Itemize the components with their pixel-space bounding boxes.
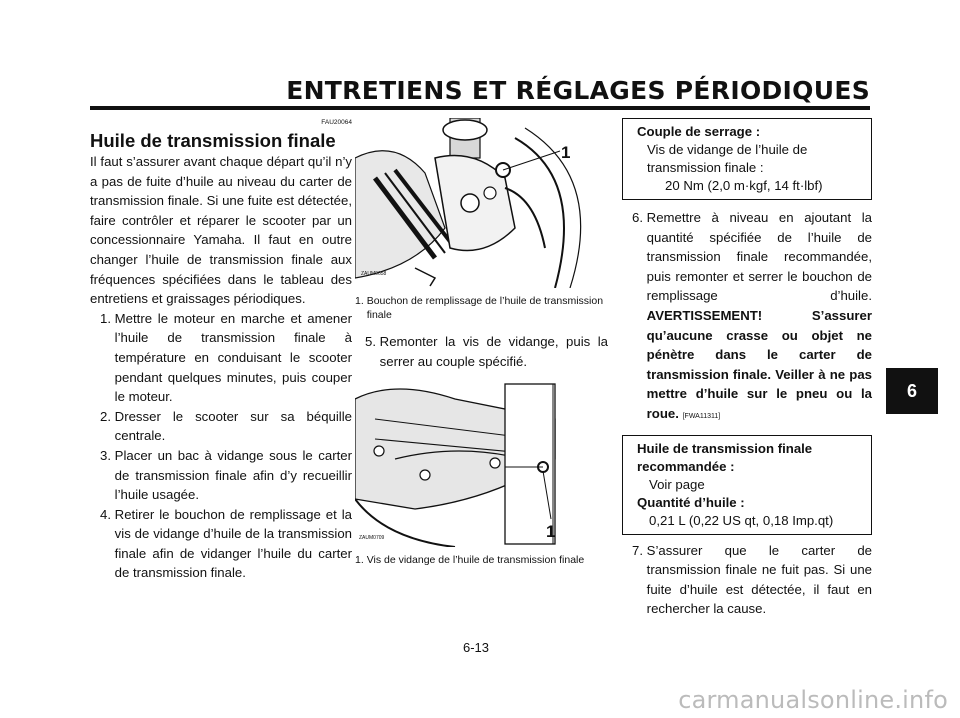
- figure-filler-cap: [355, 118, 605, 288]
- step-number: 5.: [365, 334, 380, 349]
- figure-code: ZAUM0658: [361, 271, 387, 277]
- torque-value: 20 Nm (2,0 m·kgf, 14 ft·lbf): [665, 178, 823, 193]
- step-4: [100, 505, 352, 583]
- watermark[interactable]: carmanualsonline.info: [678, 686, 948, 714]
- torque-title: Couple de serrage :: [637, 124, 761, 139]
- step-number: 7.: [632, 542, 647, 558]
- step-1: [100, 309, 352, 407]
- column-middle: [355, 118, 608, 567]
- oil-title-3: Quantité d’huile :: [637, 494, 745, 510]
- step-text: Mettre le moteur en marche et amener l’huile de transmission finale à température en conduisant le scooter pendant quelques minutes, puis couper le moteur.: [114, 310, 352, 405]
- step-text: [647, 208, 872, 427]
- section-code: FAU20064: [321, 119, 352, 126]
- step-number: 6.: [632, 210, 647, 225]
- figure-callout-1: 1: [546, 522, 556, 542]
- section-title: Huile de transmission finale: [90, 130, 336, 151]
- oil-title-1: Huile de transmission finale: [637, 440, 813, 456]
- oil-value-2: 0,21 L (0,22 US qt, 0,18 Imp.qt): [649, 512, 834, 528]
- intro-paragraph: Il faut s’assurer avant chaque départ qu’il n’y a pas de fuite d’huile au niveau du carter de transmission finale. Si une fuite est détectée, faire contrôler et réparer le scooter par un concessionnaire Yamaha. Il faut en outre changer l’huile de transmission finale aux fréquences spécifiées dans le tableau des entretiens et graissages périodiques.: [90, 154, 352, 307]
- step-text: Dresser le scooter sur sa béquille centrale.: [114, 408, 352, 444]
- step-text: Placer un bac à vidange sous le carter de transmission finale afin d’y recueillir l’huile usagée.: [114, 447, 352, 503]
- column-right: [622, 118, 872, 619]
- warning-text: AVERTISSEMENT! S’assurer qu’aucune crasse ou objet ne pénètre dans le carter de transmission finale. Veiller à ne pas mettre d’huile sur le pneu ou la roue.: [646, 307, 872, 421]
- figure-callout-1: 1: [561, 143, 571, 162]
- step-number: 2.: [100, 408, 115, 424]
- drain-bolt-illustration: [355, 379, 605, 547]
- torque-line-1: Vis de vidange de l’huile de: [647, 142, 808, 157]
- caption-number: 1.: [355, 295, 367, 307]
- step-number: 1.: [100, 310, 115, 326]
- step-7: [622, 541, 872, 619]
- torque-spec-box: [622, 118, 872, 200]
- figure-code: ZAUM0709: [359, 535, 385, 542]
- step-6: [622, 208, 872, 427]
- oil-title-2: recommandée :: [637, 458, 735, 474]
- filler-cap-illustration: [355, 118, 605, 288]
- caption-text: Bouchon de remplissage de l’huile de transmission finale: [366, 295, 604, 321]
- step-2: [100, 407, 352, 446]
- chapter-tab[interactable]: 6: [886, 368, 938, 414]
- torque-line-2: transmission finale :: [647, 160, 764, 175]
- figure-caption: [355, 553, 608, 567]
- step-3: [100, 446, 352, 505]
- step-number: 4.: [100, 506, 115, 522]
- oil-value-1: Voir page: [649, 476, 705, 492]
- figure-drain-bolt: [355, 379, 605, 547]
- step-6-text: Remettre à niveau en ajoutant la quantité spécifiée de l’huile de transmission finale recommandée, puis remonter et serrer le bouchon de remplissage d’huile.: [646, 210, 872, 304]
- column-left: [90, 118, 352, 583]
- step-5: [355, 332, 608, 371]
- header-title: ENTRETIENS ET RÉGLAGES PÉRIODIQUES: [286, 76, 870, 105]
- step-number: 3.: [100, 447, 115, 463]
- step-text: S’assurer que le carter de transmission finale ne fuit pas. Si une fuite d’huile est détectée, il faut en rechercher la cause.: [646, 542, 872, 617]
- caption-text: Vis de vidange de l’huile de transmission finale: [366, 554, 585, 567]
- step-text: Retirer le bouchon de remplissage et la vis de vidange d’huile de la transmission finale afin de vidanger l’huile du carter de transmission finale.: [114, 506, 352, 581]
- oil-spec-box: [622, 435, 872, 535]
- warning-code: [FWA11311]: [682, 412, 721, 420]
- header-rule: [90, 106, 870, 110]
- caption-number: 1.: [355, 554, 367, 567]
- page-number: 6-13: [463, 640, 490, 655]
- step-text: Remonter la vis de vidange, puis la serrer au couple spécifié.: [379, 334, 608, 369]
- figure-caption: [355, 294, 608, 322]
